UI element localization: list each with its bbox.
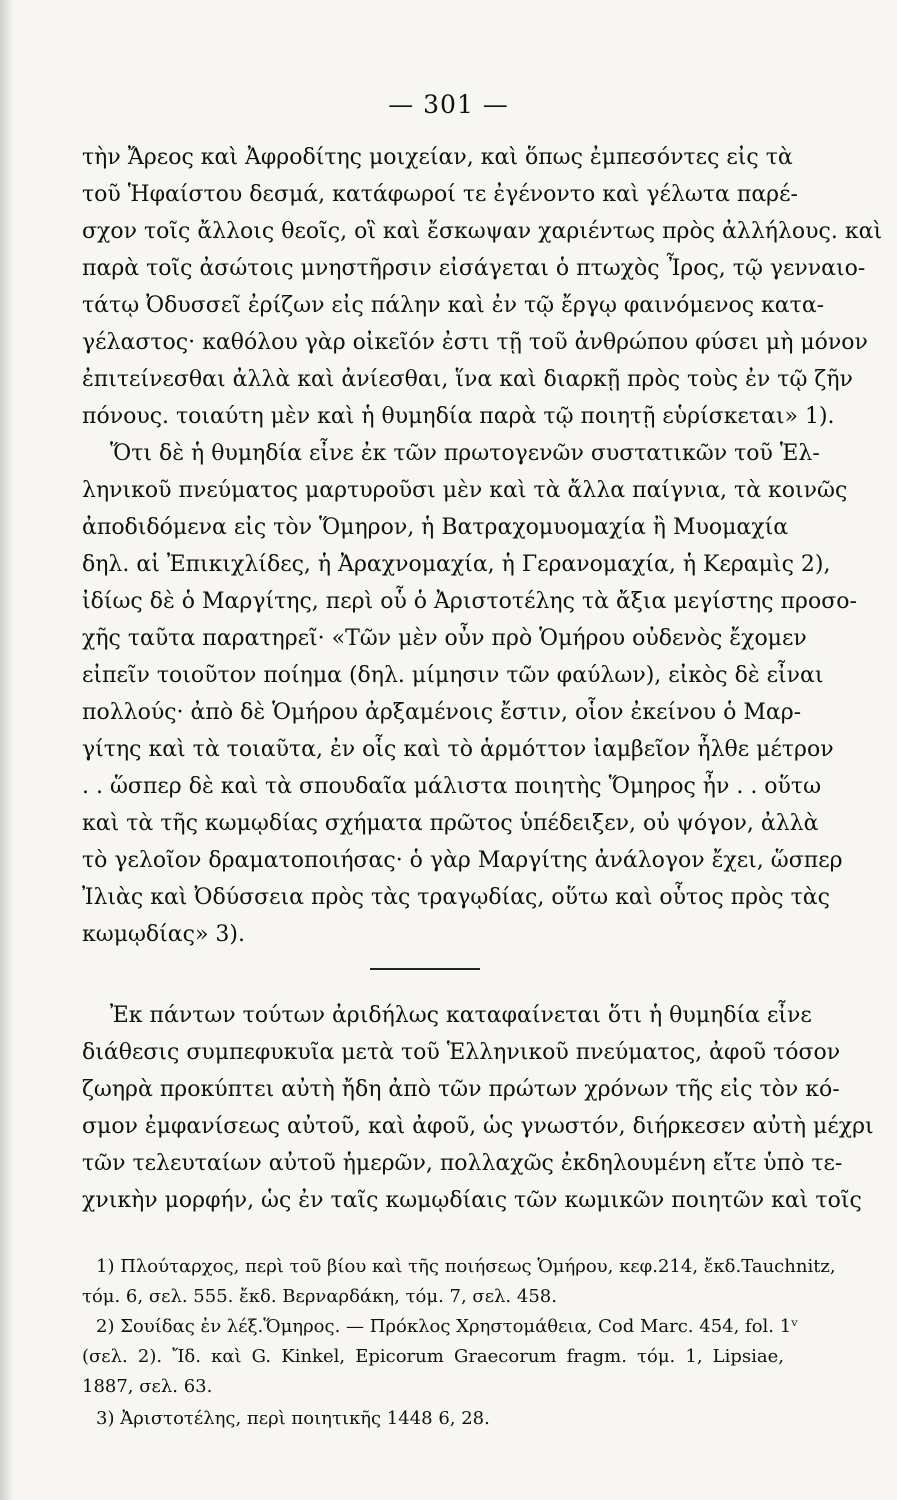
text-line: Ἐκ πάντων τούτων ἀριδήλως καταφαίνεται ὅτι ἡ θυμηδία εἶνε (110, 1003, 812, 1028)
text-line: τὸ γελοῖον δραματοποιήσας· ὁ γὰρ Μαργίτης ἀνάλογον ἔχει, ὥσπερ (82, 848, 843, 873)
text-line: τῶν τελευταίων αὐτοῦ ἡμερῶν, πολλαχῶς ἐκδηλουμένη εἴτε ὑπὸ τε- (82, 1151, 843, 1176)
page-number: — 301 — (388, 90, 509, 119)
text-line: . . ὥσπερ δὲ καὶ τὰ σπουδαῖα μάλιστα ποιητὴς Ὅμηρος ἦν . . οὕτω (82, 774, 822, 799)
text-line: χνικὴν μορφήν, ὡς ἐν ταῖς κωμῳδίαις τῶν κωμικῶν ποιητῶν καὶ τοῖς (82, 1188, 862, 1213)
text-line: κωμῳδίας» 3). (82, 922, 246, 947)
text-line: καὶ τὰ τῆς κωμῳδίας σχήματα πρῶτος ὑπέδειξεν, οὐ ψόγον, ἀλλὰ (82, 811, 819, 836)
section-divider (370, 968, 480, 970)
text-line: τὴν Ἄρεος καὶ Ἀφροδίτης μοιχείαν, καὶ ὅπως ἐμπεσόντες εἰς τὰ (82, 145, 793, 170)
page-edge-shadow (0, 0, 14, 1500)
footnote-line: τόμ. 6, σελ. 555. ἔκδ. Βερναρδάκη, τόμ. 7, σελ. 458. (82, 1286, 557, 1307)
text-line: σμον ἐμφανίσεως αὐτοῦ, καὶ ἀφοῦ, ὡς γνωστόν, διήρκεσεν αὐτὴ μέχρι (82, 1114, 874, 1139)
text-line: ἀποδιδόμενα εἰς τὸν Ὅμηρον, ἡ Βατραχομυομαχία ἢ Μυομαχία (82, 515, 789, 540)
text-line: τοῦ Ἡφαίστου δεσμά, κατάφωροί τε ἐγένοντο καὶ γέλωτα παρέ- (82, 182, 798, 207)
footnote-line: 2) Σουίδας ἐν λέξ.Ὅμηρος. — Πρόκλος Χρηστομάθεια, Cod Marc. 454, fol. 1ᵛ (96, 1316, 798, 1337)
text-line: δηλ. αἱ Ἐπικιχλίδες, ἡ Ἀραχνομαχία, ἡ Γερανομαχία, ἡ Κεραμὶς 2), (82, 552, 831, 577)
text-line: Ὅτι δὲ ἡ θυμηδία εἶνε ἐκ τῶν πρωτογενῶν συστατικῶν τοῦ Ἑλ- (110, 441, 820, 466)
text-line: ζωηρὰ προκύπτει αὐτὴ ἤδη ἀπὸ τῶν πρώτων χρόνων τῆς εἰς τὸν κό- (82, 1077, 840, 1102)
text-line: ληνικοῦ πνεύματος μαρτυροῦσι μὲν καὶ τὰ ἄλλα παίγνια, τὰ κοινῶς (82, 478, 848, 503)
text-line: γέλαστος· καθόλου γὰρ οἰκεῖόν ἐστι τῇ τοῦ ἀνθρώπου φύσει μὴ μόνον (82, 330, 868, 355)
text-line: σχον τοῖς ἄλλοις θεοῖς, οἳ καὶ ἔσκωψαν χαριέντως πρὸς ἀλλήλους. καὶ (82, 219, 883, 244)
text-line: πολλούς· ἀπὸ δὲ Ὁμήρου ἀρξαμένοις ἔστιν, οἷον ἐκείνου ὁ Μαρ- (82, 700, 802, 725)
text-line: ἰδίως δὲ ὁ Μαργίτης, περὶ οὗ ὁ Ἀριστοτέλης τὰ ἄξια μεγίστης προσο- (82, 589, 857, 614)
text-line: εἰπεῖν τοιοῦτον ποίημα (δηλ. μίμησιν τῶν φαύλων), εἰκὸς δὲ εἶναι (82, 663, 824, 688)
text-line: Ἰλιὰς καὶ Ὀδύσσεια πρὸς τὰς τραγῳδίας, οὕτω καὶ οὗτος πρὸς τὰς (82, 885, 830, 910)
text-line: ἐπιτείνεσθαι ἀλλὰ καὶ ἀνίεσθαι, ἵνα καὶ διαρκῇ πρὸς τοὺς ἐν τῷ ζῆν (82, 367, 853, 392)
text-line: γίτης καὶ τὰ τοιαῦτα, ἐν οἷς καὶ τὸ ἁρμόττον ἰαμβεῖον ἦλθε μέτρον (82, 737, 834, 762)
text-line: διάθεσις συμπεφυκυῖα μετὰ τοῦ Ἑλληνικοῦ πνεύματος, ἀφοῦ τόσον (82, 1040, 841, 1065)
footnote-line: 1) Πλούταρχος, περὶ τοῦ βίου καὶ τῆς ποιήσεως Ὁμήρου, κεφ.214, ἔκδ.Tauchnitz, (96, 1256, 836, 1277)
footnote-line: 1887, σελ. 63. (82, 1376, 213, 1397)
text-line: τάτῳ Ὀδυσσεῖ ἐρίζων εἰς πάλην καὶ ἐν τῷ ἔργῳ φαινόμενος κατα- (82, 293, 825, 318)
footnote-line: (σελ. 2). Ἴδ. καὶ G. Kinkel, Epicorum Graecorum fragm. τόμ. 1, Lipsiae, (82, 1346, 784, 1367)
text-line: πόνους. τοιαύτη μὲν καὶ ἡ θυμηδία παρὰ τῷ ποιητῇ εὑρίσκεται» 1). (82, 404, 835, 429)
footnote-line: 3) Ἀριστοτέλης, περὶ ποιητικῆς 1448 6, 28. (96, 1408, 490, 1429)
text-line: χῆς ταῦτα παρατηρεῖ· «Τῶν μὲν οὖν πρὸ Ὁμήρου οὐδενὸς ἔχομεν (82, 626, 807, 651)
text-line: παρὰ τοῖς ἀσώτοις μνηστῆρσιν εἰσάγεται ὁ πτωχὸς Ἶρος, τῷ γενναιο- (82, 256, 866, 281)
